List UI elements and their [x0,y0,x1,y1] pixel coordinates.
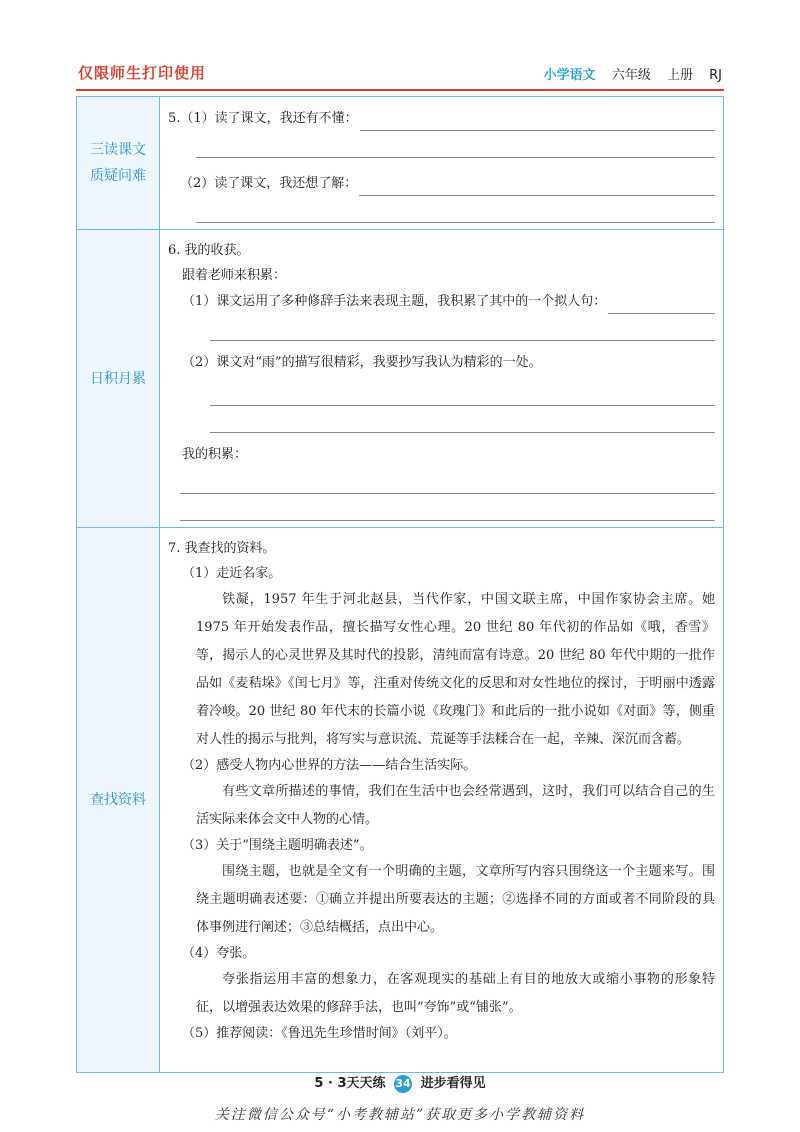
volume-label: 上册 [666,68,693,83]
answer-line[interactable] [360,112,715,131]
item4-text: 夸张指运用丰富的想象力，在客观现实的基础上有目的地放大或缩小事物的形象特征，以增强表达效果的修辞手法，也叫“夸饰”或“铺张”。 [196,972,715,1015]
header-rule [76,89,724,91]
section-label-research: 查找资料 [77,528,160,1073]
header-right-info [544,64,722,83]
answer-line[interactable] [196,137,715,158]
footer-slogan: 进步看得见 [420,1076,486,1091]
item2-title: （2）感受人物内心世界的方法——结合生活实际。 [182,758,477,773]
section-content-research [160,528,724,1073]
section-content-questions [160,97,724,230]
header-left-title: 仅限师生打印使用 [78,64,207,82]
q6-part1: （1）课文运用了多种修辞手法来表现主题，我积累了其中的一个拟人句： [182,294,607,309]
q6-intro: 跟着老师来积累： [182,268,287,283]
q6-title: 6. 我的收获。 [168,243,250,258]
section-row-accumulate [77,230,724,528]
label-line-1: 三读课文 [90,142,146,158]
answer-line[interactable] [180,500,715,521]
grade-label: 六年级 [611,68,651,83]
answer-line[interactable] [180,473,715,494]
page-footer [0,1072,800,1093]
q6-mine: 我的积累： [182,447,248,462]
section-row-questions [77,97,724,230]
worksheet-table [76,96,724,1073]
page-number-badge: 34 [394,1075,412,1093]
item5-title: （5）推荐阅读：《鲁迅先生珍惜时间》（刘平）。 [182,1026,457,1041]
edition-label: RJ [709,68,722,83]
item4-title: （4）夸张。 [182,946,256,961]
section-label-questions [77,97,160,230]
section-label-accumulate: 日积月累 [77,230,160,528]
q7-title: 7. 我查找的资料。 [168,541,276,556]
section-content-accumulate [160,230,724,528]
item1-title: （1）走近名家。 [182,566,282,581]
wechat-note: 关注微信公众号“小考教辅站”获取更多小学教辅资料 [214,1107,586,1123]
answer-line[interactable] [210,320,715,341]
answer-line[interactable] [359,177,715,196]
footer-brand: 5 · 3天天练 [314,1076,386,1091]
q5-part2: （2）读了课文，我还想了解： [180,176,358,191]
answer-line[interactable] [210,385,715,406]
item1-text: 铁凝，1957 年生于河北赵县，当代作家，中国文联主席，中国作家协会主席。她 1975 年开始发表作品，擅长描写女性心理。20 世纪 80 年代初的作品如《哦，香雪》等，揭示人的心灵世界及其时代的投影，清纯而富有诗意。20 世纪 80 年代中期的一批作品如《麦秸垛》《闰七月》等，注重对传统文化的反思和对女性地位的探讨，于明丽中透露着冷峻。20 世纪 80 年代末的长篇小说《玫瑰门》和此后的一批小说如《对面》等，侧重对人性的揭示与批判，将写实与意识流、荒诞等手法糅合在一起，辛辣、深沉而含蓄。 [196,592,715,747]
subject-label: 小学语文 [543,68,596,83]
answer-line[interactable] [210,412,715,433]
q6-part2: （2）课文对“雨”的描写很精彩，我要抄写我认为精彩的一处。 [182,355,542,370]
item2-text: 有些文章所描述的事情，我们在生活中也会经常遇到，这时，我们可以结合自己的生活实际来体会文中人物的心情。 [196,784,715,827]
section-row-research [77,528,724,1073]
answer-line[interactable] [196,202,715,223]
item3-title: （3）关于“围绕主题明确表述”。 [182,838,373,853]
q5-part1: 5.（1）读了课文，我还有不懂： [168,111,358,126]
item3-text: 围绕主题，也就是全文有一个明确的主题，文章所写内容只围绕这一个主题来写。围绕主题明确表述要：①确立并提出所要表达的主题；②选择不同的方面或者不同阶段的具体事例进行阐述；③总结概括，点出中心。 [196,864,715,935]
answer-line[interactable] [608,295,715,314]
label-line-2: 质疑问难 [90,168,146,184]
